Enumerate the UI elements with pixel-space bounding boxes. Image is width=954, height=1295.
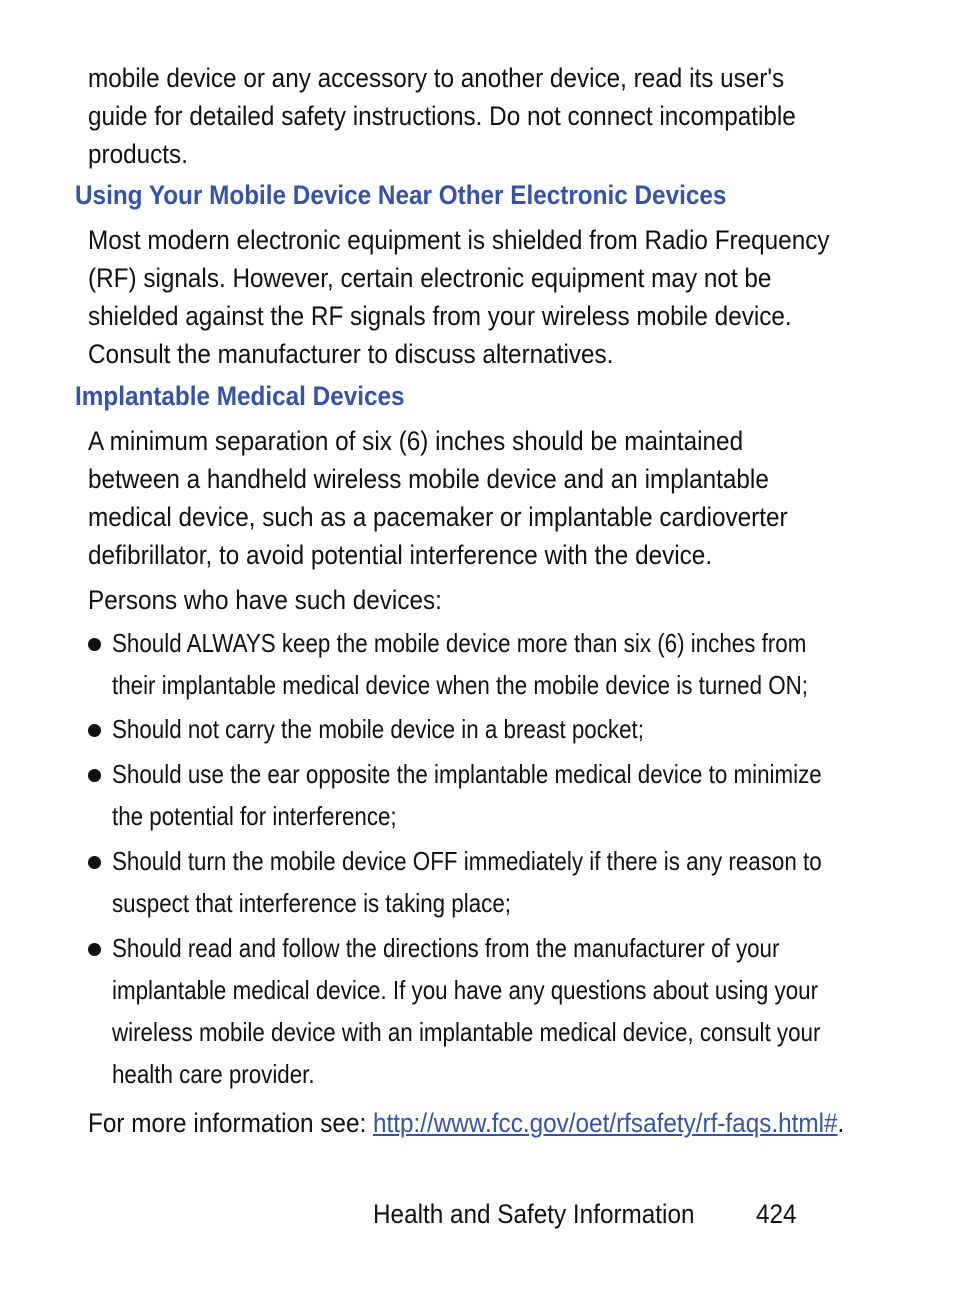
- page-number: 424: [756, 1199, 797, 1229]
- more-info-label: For more information see:: [88, 1108, 373, 1138]
- list-item-text: Should read and follow the directions from the manufacturer of your implantable medical device. If you have any questions about using your wireless mobile device with an implantable medical device, consult your health care provider.: [112, 933, 821, 1089]
- implantable-devices-paragraph: A minimum separation of six (6) inches should be maintained between a handheld wireless mobile device and an implantable medical device, such as a pacemaker or implantable cardioverter defibrillator, to avoid potential interference with the device.: [88, 426, 788, 570]
- list-item-text: Should use the ear opposite the implantable medical device to minimize the potential for interference;: [112, 759, 822, 831]
- bullet-icon: [88, 638, 101, 651]
- section-heading-implantable-devices: Implantable Medical Devices: [75, 381, 405, 411]
- list-intro: Persons who have such devices:: [88, 585, 442, 615]
- bullet-icon: [88, 724, 101, 737]
- intro-paragraph: mobile device or any accessory to another device, read its user's guide for detailed safety instructions. Do not connect incompatible products.: [88, 63, 796, 169]
- bullet-icon: [88, 856, 101, 869]
- footer-section-title: Health and Safety Information: [373, 1199, 695, 1229]
- bullet-icon: [88, 769, 101, 782]
- list-item-text: Should ALWAYS keep the mobile device more than six (6) inches from their implantable medical device when the mobile device is turned ON;: [112, 628, 809, 700]
- list-item-text: Should not carry the mobile device in a breast pocket;: [112, 714, 644, 744]
- list-item-text: Should turn the mobile device OFF immediately if there is any reason to suspect that interference is taking place;: [112, 846, 822, 918]
- electronic-devices-paragraph: Most modern electronic equipment is shielded from Radio Frequency (RF) signals. However, certain electronic equipment may not be shielded against the RF signals from your wireless mobile device. Consult the manufacturer to discuss alternatives.: [88, 225, 830, 369]
- section-heading-electronic-devices: Using Your Mobile Device Near Other Electronic Devices: [75, 180, 727, 210]
- fcc-faq-link[interactable]: http://www.fcc.gov/oet/rfsafety/rf-faqs.html#: [372, 1108, 838, 1138]
- more-info-period: .: [837, 1108, 845, 1138]
- more-info-line: [88, 1104, 845, 1142]
- bullet-icon: [88, 943, 101, 956]
